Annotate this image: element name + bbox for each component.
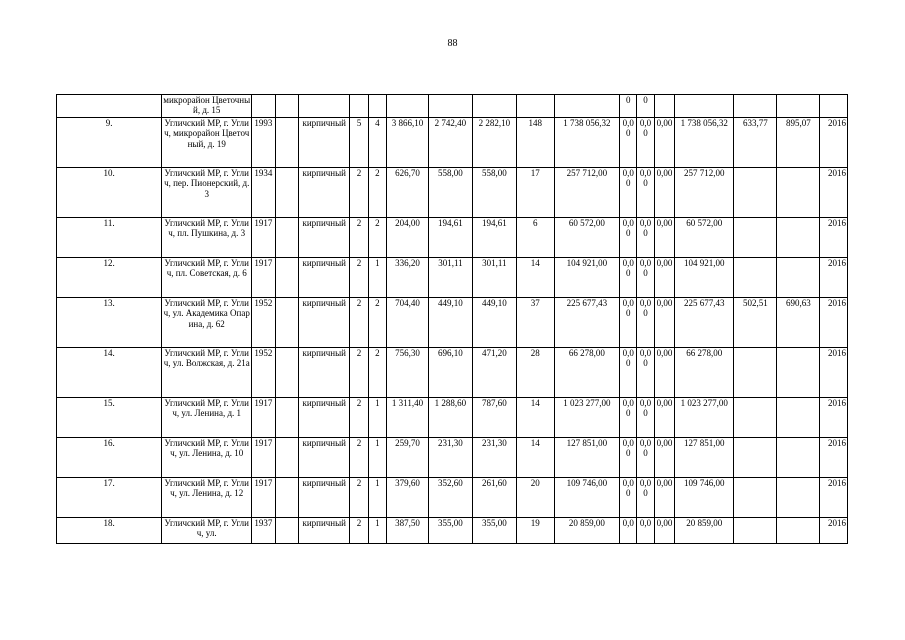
cell-residents: 19 xyxy=(516,518,554,544)
cell-residents xyxy=(516,95,554,118)
cell-limit-cost xyxy=(777,168,820,218)
cell-cost-owners: 20 859,00 xyxy=(675,518,734,544)
cell-cost-local: 0,00 xyxy=(654,218,674,258)
cell-row-number: 11. xyxy=(57,218,162,258)
cell-area-residential: 449,10 xyxy=(428,298,472,348)
cell-area-private: 2 282,10 xyxy=(472,118,516,168)
cell-area-total: 336,20 xyxy=(387,258,429,298)
cell-address: Угличский МР, г. Углич, ул. Ленина, д. 10 xyxy=(162,438,252,478)
cell-cost-owners: 257 712,00 xyxy=(675,168,734,218)
cell-residents: 17 xyxy=(516,168,554,218)
cell-unit-cost xyxy=(734,518,777,544)
cell-cost-local: 0,00 xyxy=(654,398,674,438)
cell-entrances: 1 xyxy=(368,478,386,518)
cell-cost-owners: 1 738 056,32 xyxy=(675,118,734,168)
cell-unit-cost xyxy=(734,478,777,518)
cell-floors: 2 xyxy=(350,518,368,544)
cell-plan-year: 2016 xyxy=(820,218,848,258)
cell-empty xyxy=(275,478,299,518)
cell-area-residential: 301,11 xyxy=(428,258,472,298)
cell-empty xyxy=(275,218,299,258)
cell-cost-federal: 0,00 xyxy=(620,348,637,398)
cell-cost-owners: 127 851,00 xyxy=(675,438,734,478)
cell-cost-regional: 0,00 xyxy=(637,218,654,258)
cell-total-cost xyxy=(554,95,619,118)
cell-address: Угличский МР, г. Углич, пл. Пушкина, д. 3 xyxy=(162,218,252,258)
cell-entrances: 2 xyxy=(368,348,386,398)
cell-build-year: 1917 xyxy=(252,218,276,258)
cell-limit-cost xyxy=(777,95,820,118)
cell-plan-year: 2016 xyxy=(820,348,848,398)
cell-address: Угличский МР, г. Углич, ул. Волжская, д. 21а xyxy=(162,348,252,398)
cell-wall-material: кирпичный xyxy=(299,478,350,518)
table-row xyxy=(57,438,848,478)
cell-floors: 2 xyxy=(350,168,368,218)
cell-floors: 2 xyxy=(350,258,368,298)
cell-plan-year: 2016 xyxy=(820,518,848,544)
cell-cost-regional: 0,00 xyxy=(637,438,654,478)
table-row xyxy=(57,398,848,438)
cell-row-number: 10. xyxy=(57,168,162,218)
cell-empty xyxy=(275,118,299,168)
cell-wall-material: кирпичный xyxy=(299,438,350,478)
cell-plan-year: 2016 xyxy=(820,438,848,478)
cell-cost-local: 0,00 xyxy=(654,478,674,518)
cell-residents: 14 xyxy=(516,438,554,478)
cell-address: микрорайон Цветочный, д. 15 xyxy=(162,95,252,118)
cell-unit-cost xyxy=(734,218,777,258)
cell-cost-federal: 0,00 xyxy=(620,298,637,348)
cell-cost-owners: 109 746,00 xyxy=(675,478,734,518)
cell-floors xyxy=(350,95,368,118)
cell-plan-year: 2016 xyxy=(820,118,848,168)
cell-limit-cost: 690,63 xyxy=(777,298,820,348)
cell-address: Угличский МР, г. Углич, ул. xyxy=(162,518,252,544)
cell-area-residential: 558,00 xyxy=(428,168,472,218)
cell-limit-cost xyxy=(777,258,820,298)
cell-row-number: 9. xyxy=(57,118,162,168)
cell-empty xyxy=(275,348,299,398)
cell-address: Угличский МР, г. Углич, ул. Академика Опарина, д. 62 xyxy=(162,298,252,348)
cell-total-cost: 1 023 277,00 xyxy=(554,398,619,438)
cell-total-cost: 109 746,00 xyxy=(554,478,619,518)
cell-cost-local: 0,00 xyxy=(654,298,674,348)
cell-total-cost: 20 859,00 xyxy=(554,518,619,544)
cell-total-cost: 60 572,00 xyxy=(554,218,619,258)
cell-build-year: 1952 xyxy=(252,298,276,348)
cell-entrances: 1 xyxy=(368,398,386,438)
cell-empty xyxy=(275,398,299,438)
cell-area-residential: 355,00 xyxy=(428,518,472,544)
cell-build-year: 1993 xyxy=(252,118,276,168)
cell-build-year: 1937 xyxy=(252,518,276,544)
cell-empty xyxy=(275,298,299,348)
cell-empty xyxy=(275,168,299,218)
cell-area-residential: 2 742,40 xyxy=(428,118,472,168)
table-row xyxy=(57,478,848,518)
cell-floors: 2 xyxy=(350,298,368,348)
cell-entrances: 2 xyxy=(368,298,386,348)
page-number: 88 xyxy=(447,38,458,49)
cell-cost-owners: 104 921,00 xyxy=(675,258,734,298)
cell-plan-year: 2016 xyxy=(820,258,848,298)
cell-area-residential: 696,10 xyxy=(428,348,472,398)
cell-unit-cost xyxy=(734,348,777,398)
cell-empty xyxy=(275,258,299,298)
cell-area-private: 194,61 xyxy=(472,218,516,258)
cell-cost-local: 0,00 xyxy=(654,118,674,168)
cell-floors: 2 xyxy=(350,348,368,398)
cell-wall-material xyxy=(299,95,350,118)
table-row xyxy=(57,298,848,348)
cell-area-private xyxy=(472,95,516,118)
cell-row-number: 13. xyxy=(57,298,162,348)
cell-entrances: 4 xyxy=(368,118,386,168)
cell-area-total: 626,70 xyxy=(387,168,429,218)
cell-plan-year xyxy=(820,95,848,118)
cell-area-private: 471,20 xyxy=(472,348,516,398)
cell-build-year: 1917 xyxy=(252,478,276,518)
cell-cost-local: 0,00 xyxy=(654,438,674,478)
cell-residents: 14 xyxy=(516,398,554,438)
cell-limit-cost xyxy=(777,478,820,518)
cell-entrances xyxy=(368,95,386,118)
cell-area-private: 355,00 xyxy=(472,518,516,544)
cell-area-total: 3 866,10 xyxy=(387,118,429,168)
cell-empty xyxy=(275,518,299,544)
cell-row-number: 16. xyxy=(57,438,162,478)
cell-plan-year: 2016 xyxy=(820,478,848,518)
cell-limit-cost: 895,07 xyxy=(777,118,820,168)
cell-wall-material: кирпичный xyxy=(299,348,350,398)
cell-total-cost: 66 278,00 xyxy=(554,348,619,398)
cell-cost-regional: 0,00 xyxy=(637,118,654,168)
cell-total-cost: 257 712,00 xyxy=(554,168,619,218)
cell-cost-regional: 0,00 xyxy=(637,168,654,218)
cell-total-cost: 1 738 056,32 xyxy=(554,118,619,168)
cell-cost-federal: 0,00 xyxy=(620,478,637,518)
cell-area-total: 704,40 xyxy=(387,298,429,348)
cell-address: Угличский МР, г. Углич, пл. Советская, д. 6 xyxy=(162,258,252,298)
cell-area-total: 1 311,40 xyxy=(387,398,429,438)
cell-plan-year: 2016 xyxy=(820,298,848,348)
cell-area-private: 558,00 xyxy=(472,168,516,218)
cell-address: Угличский МР, г. Углич, ул. Ленина, д. 1 xyxy=(162,398,252,438)
cell-cost-local: 0,00 xyxy=(654,168,674,218)
table-row xyxy=(57,218,848,258)
table-row xyxy=(57,348,848,398)
cell-cost-regional: 0,00 xyxy=(637,478,654,518)
cell-wall-material: кирпичный xyxy=(299,518,350,544)
cell-limit-cost xyxy=(777,438,820,478)
cell-wall-material: кирпичный xyxy=(299,218,350,258)
cell-cost-regional: 0,00 xyxy=(637,258,654,298)
cell-residents: 37 xyxy=(516,298,554,348)
cell-cost-regional: 0,00 xyxy=(637,398,654,438)
cell-build-year: 1934 xyxy=(252,168,276,218)
cell-row-number xyxy=(57,95,162,118)
cell-cost-federal: 0,00 xyxy=(620,438,637,478)
cell-total-cost: 127 851,00 xyxy=(554,438,619,478)
cell-empty xyxy=(275,95,299,118)
cell-cost-owners: 1 023 277,00 xyxy=(675,398,734,438)
cell-cost-regional: 0,0 xyxy=(637,518,654,544)
cell-row-number: 12. xyxy=(57,258,162,298)
cell-entrances: 1 xyxy=(368,438,386,478)
cell-unit-cost xyxy=(734,168,777,218)
cell-area-total: 204,00 xyxy=(387,218,429,258)
cell-cost-federal: 0,00 xyxy=(620,258,637,298)
cell-floors: 2 xyxy=(350,218,368,258)
cell-unit-cost: 633,77 xyxy=(734,118,777,168)
cell-entrances: 2 xyxy=(368,168,386,218)
cell-build-year: 1917 xyxy=(252,398,276,438)
cell-address: Угличский МР, г. Углич, ул. Ленина, д. 12 xyxy=(162,478,252,518)
cell-row-number: 17. xyxy=(57,478,162,518)
cell-total-cost: 225 677,43 xyxy=(554,298,619,348)
table-row xyxy=(57,118,848,168)
table-row xyxy=(57,258,848,298)
cell-cost-federal: 0,00 xyxy=(620,218,637,258)
cell-wall-material: кирпичный xyxy=(299,168,350,218)
cell-area-private: 787,60 xyxy=(472,398,516,438)
cell-floors: 2 xyxy=(350,438,368,478)
cell-area-residential: 1 288,60 xyxy=(428,398,472,438)
cell-limit-cost xyxy=(777,518,820,544)
cell-floors: 2 xyxy=(350,478,368,518)
cell-row-number: 15. xyxy=(57,398,162,438)
cell-cost-owners: 225 677,43 xyxy=(675,298,734,348)
cell-cost-owners: 60 572,00 xyxy=(675,218,734,258)
cell-limit-cost xyxy=(777,218,820,258)
cell-plan-year: 2016 xyxy=(820,168,848,218)
cell-area-total: 259,70 xyxy=(387,438,429,478)
cell-unit-cost xyxy=(734,438,777,478)
cell-cost-local xyxy=(654,95,674,118)
cell-residents: 20 xyxy=(516,478,554,518)
cell-plan-year: 2016 xyxy=(820,398,848,438)
cell-limit-cost xyxy=(777,348,820,398)
cell-area-residential: 194,61 xyxy=(428,218,472,258)
cell-cost-regional: 0,00 xyxy=(637,348,654,398)
cell-total-cost: 104 921,00 xyxy=(554,258,619,298)
cell-row-number: 14. xyxy=(57,348,162,398)
cell-area-private: 261,60 xyxy=(472,478,516,518)
cell-wall-material: кирпичный xyxy=(299,118,350,168)
cell-build-year: 1917 xyxy=(252,258,276,298)
cell-area-residential xyxy=(428,95,472,118)
table-row xyxy=(57,168,848,218)
cell-build-year: 1917 xyxy=(252,438,276,478)
cell-cost-local: 0,00 xyxy=(654,258,674,298)
cell-area-private: 301,11 xyxy=(472,258,516,298)
cell-residents: 148 xyxy=(516,118,554,168)
cell-entrances: 1 xyxy=(368,258,386,298)
cell-row-number: 18. xyxy=(57,518,162,544)
cell-cost-federal: 0,0 xyxy=(620,518,637,544)
cell-limit-cost xyxy=(777,398,820,438)
cell-wall-material: кирпичный xyxy=(299,398,350,438)
cell-entrances: 2 xyxy=(368,218,386,258)
cell-cost-local: 0,00 xyxy=(654,518,674,544)
cell-cost-federal: 0,00 xyxy=(620,118,637,168)
cell-empty xyxy=(275,438,299,478)
cell-area-total: 387,50 xyxy=(387,518,429,544)
cell-residents: 14 xyxy=(516,258,554,298)
housing-registry-table xyxy=(56,94,848,544)
cell-unit-cost: 502,51 xyxy=(734,298,777,348)
cell-address: Угличский МР, г. Углич, пер. Пионерский, д. 3 xyxy=(162,168,252,218)
cell-entrances: 1 xyxy=(368,518,386,544)
cell-residents: 6 xyxy=(516,218,554,258)
cell-area-total: 756,30 xyxy=(387,348,429,398)
cell-cost-owners xyxy=(675,95,734,118)
table-row xyxy=(57,518,848,544)
cell-residents: 28 xyxy=(516,348,554,398)
cell-wall-material: кирпичный xyxy=(299,298,350,348)
cell-cost-regional: 0,00 xyxy=(637,298,654,348)
cell-unit-cost xyxy=(734,258,777,298)
cell-cost-regional: 0 xyxy=(637,95,654,118)
cell-unit-cost xyxy=(734,398,777,438)
cell-cost-federal: 0,00 xyxy=(620,398,637,438)
cell-area-private: 231,30 xyxy=(472,438,516,478)
cell-cost-federal: 0,00 xyxy=(620,168,637,218)
cell-cost-owners: 66 278,00 xyxy=(675,348,734,398)
cell-cost-local: 0,00 xyxy=(654,348,674,398)
cell-area-residential: 231,30 xyxy=(428,438,472,478)
cell-area-private: 449,10 xyxy=(472,298,516,348)
cell-address: Угличский МР, г. Углич, микрорайон Цветочный, д. 19 xyxy=(162,118,252,168)
cell-area-total xyxy=(387,95,429,118)
cell-wall-material: кирпичный xyxy=(299,258,350,298)
cell-build-year: 1952 xyxy=(252,348,276,398)
table-row xyxy=(57,95,848,118)
cell-floors: 2 xyxy=(350,398,368,438)
cell-unit-cost xyxy=(734,95,777,118)
cell-floors: 5 xyxy=(350,118,368,168)
cell-cost-federal: 0 xyxy=(620,95,637,118)
cell-area-total: 379,60 xyxy=(387,478,429,518)
cell-build-year xyxy=(252,95,276,118)
cell-area-residential: 352,60 xyxy=(428,478,472,518)
